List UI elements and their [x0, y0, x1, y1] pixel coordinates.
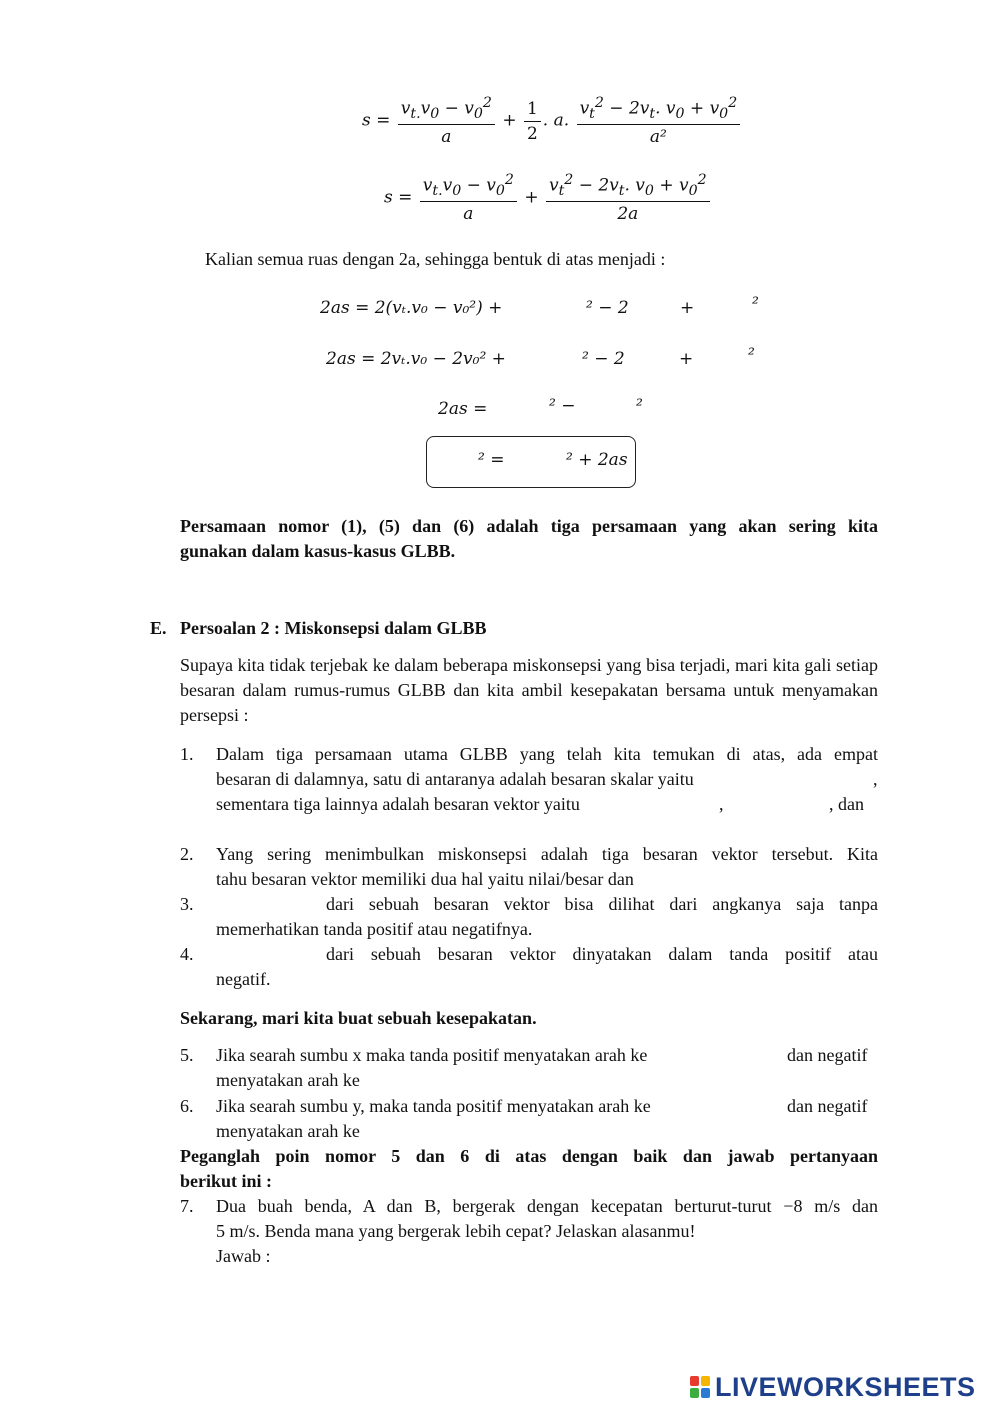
- item-5-number: 5.: [180, 1045, 194, 1065]
- item-4-line-2: negatif.: [216, 969, 271, 989]
- item-7-number: 7.: [180, 1196, 194, 1216]
- section-title: Persoalan 2 : Miskonsepsi dalam GLBB: [180, 618, 487, 638]
- item-7-line-2: 5 m/s. Benda mana yang bergerak lebih cepat? Jelaskan alasanmu!: [216, 1221, 696, 1241]
- item-1-line-3: sementara tiga lainnya adalah besaran vektor yaitu: [216, 794, 580, 814]
- item-5-line-2: menyatakan arah ke: [216, 1070, 360, 1090]
- item-2-line-1: Yang sering menimbulkan miskonsepsi adalah tiga besaran vektor tersebut. Kita: [216, 844, 878, 864]
- liveworksheets-logo-icon: [690, 1376, 712, 1400]
- item-1-line-2: besaran di dalamnya, satu di antaranya adalah besaran skalar yaitu: [216, 769, 694, 789]
- item-5-line-1-end: dan negatif: [787, 1045, 868, 1065]
- item-4-number: 4.: [180, 944, 194, 964]
- item-6-number: 6.: [180, 1096, 194, 1116]
- item-1-line-2-end: ,: [873, 769, 878, 789]
- item-2-line-2: tahu besaran vektor memiliki dua hal yaitu nilai/besar dan: [216, 869, 634, 889]
- jawab-label: Jawab :: [216, 1246, 271, 1266]
- peganglah-line-1: Peganglah poin nomor 5 dan 6 di atas dengan baik dan jawab pertanyaan: [180, 1146, 878, 1166]
- item-1-line-3-comma: ,: [719, 794, 724, 814]
- item-1-line-1: Dalam tiga persamaan utama GLBB yang telah kita temukan di atas, ada empat: [216, 744, 878, 764]
- eq2-fraction-1: $\frac{v_{t.}v_0 - v_0^2}{a}$: [420, 172, 517, 224]
- persamaan-note-line-1: Persamaan nomor (1), (5) dan (6) adalah tiga persamaan yang akan sering kita: [180, 516, 878, 536]
- equation-1: s = $\frac{v_{t.}v_0 - v_0^2}{a}$ + $\frac{1}{2}$ . a. $\frac{v_t^2 - 2v_t. v_0 + v_0^2}{\text{a²}}$: [362, 95, 742, 147]
- item-2-number: 2.: [180, 844, 194, 864]
- section-letter: E.: [150, 618, 167, 638]
- equation-3-lhs: 2as = 2(vₜ.v₀ − v₀²) +: [320, 298, 503, 318]
- liveworksheets-logo-text: LIVEWORKSHEETS: [715, 1372, 976, 1402]
- eq1-half: $\frac{1}{2}$: [524, 99, 541, 144]
- equation-6-part-1: ² =: [478, 450, 505, 470]
- peganglah-line-2: berikut ini :: [180, 1171, 273, 1191]
- equation-5-part-2: ²: [636, 396, 643, 416]
- equation-4-part-2: +: [679, 349, 694, 369]
- item-7-line-1: Dua buah benda, A dan B, bergerak dengan kecepatan berturut-turut −8 m/s dan: [216, 1196, 878, 1216]
- equation-3-part-3: ²: [752, 294, 759, 314]
- equation-4-part-1: ² − 2: [582, 349, 625, 369]
- kalian-instruction: Kalian semua ruas dengan 2a, sehingga bentuk di atas menjadi :: [205, 249, 666, 269]
- eq2-fraction-2: $\frac{v_t^2 - 2v_t. v_0 + v_0^2}{2a}$: [546, 172, 710, 224]
- item-3-line-2: memerhatikan tanda positif atau negatifnya.: [216, 919, 533, 939]
- eq1-fraction-1: $\frac{v_{t.}v_0 - v_0^2}{a}$: [398, 95, 495, 147]
- sekarang-heading: Sekarang, mari kita buat sebuah kesepakatan.: [180, 1008, 537, 1028]
- item-1-number: 1.: [180, 744, 194, 764]
- equation-3-part-2: +: [680, 298, 695, 318]
- equation-3-part-1: ² − 2: [586, 298, 629, 318]
- item-6-line-2: menyatakan arah ke: [216, 1121, 360, 1141]
- equation-4-lhs: 2as = 2vₜ.v₀ − 2v₀² +: [326, 349, 506, 369]
- eq1-fraction-2: $\frac{v_t^2 - 2v_t. v_0 + v_0^2}{\text{a²}}$: [577, 95, 741, 147]
- section-intro: Supaya kita tidak terjebak ke dalam beberapa miskonsepsi yang bisa terjadi, mari kita gali setiap besaran dalam rumus-rumus GLBB dan kita ambil kesepakatan bersama untuk menyamakan persepsi :: [180, 655, 878, 725]
- item-4-line-1: dari sebuah besaran vektor dinyatakan dalam tanda positif atau: [326, 944, 878, 964]
- item-1-line-3-dan: , dan: [829, 794, 864, 814]
- liveworksheets-logo[interactable]: [690, 1372, 976, 1403]
- item-6-line-1: Jika searah sumbu y, maka tanda positif menyatakan arah ke: [216, 1096, 651, 1116]
- item-3-line-1: dari sebuah besaran vektor bisa dilihat dari angkanya saja tanpa: [326, 894, 878, 914]
- equation-6-part-2: ² + 2as: [566, 450, 628, 470]
- persamaan-note-line-2: gunakan dalam kasus-kasus GLBB.: [180, 541, 456, 561]
- item-6-line-1-end: dan negatif: [787, 1096, 868, 1116]
- item-3-number: 3.: [180, 894, 194, 914]
- equation-4-part-3: ²: [748, 345, 755, 365]
- equation-2: s = $\frac{v_{t.}v_0 - v_0^2}{a}$ + $\frac{v_t^2 - 2v_t. v_0 + v_0^2}{2a}$: [384, 172, 712, 224]
- item-5-line-1: Jika searah sumbu x maka tanda positif menyatakan arah ke: [216, 1045, 648, 1065]
- equation-5-part-1: ² −: [549, 396, 576, 416]
- equation-5-lhs: 2as =: [438, 399, 488, 419]
